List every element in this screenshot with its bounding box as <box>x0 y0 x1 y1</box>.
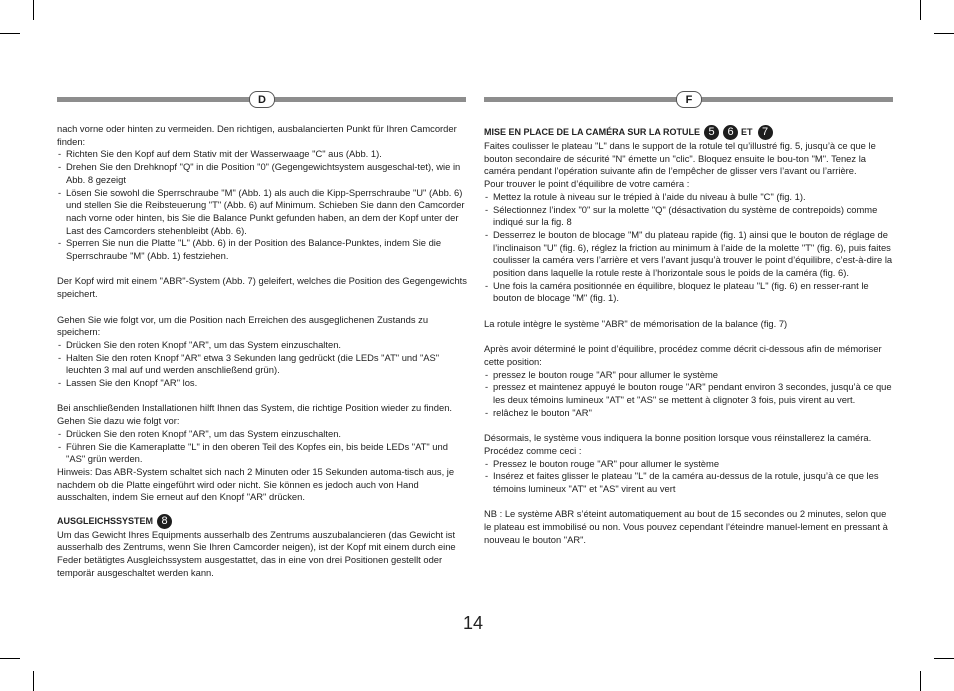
paragraph: Der Kopf wird mit einem "ABR"-System (Abb. 7) geleifert, welches die Position des Gegengewichts speichert. <box>57 275 467 300</box>
crop-mark <box>920 671 921 691</box>
instruction-list <box>484 369 894 420</box>
crop-mark <box>0 33 20 34</box>
paragraph: Gehen Sie wie folgt vor, um die Position nach Erreichen des ausgeglichenen Zustands zu speichern: <box>57 313 429 338</box>
crop-mark <box>0 658 20 659</box>
figure-number-badge: 6 <box>723 125 738 140</box>
instruction-list <box>484 191 894 305</box>
german-column <box>57 123 467 580</box>
paragraph: Bei anschließenden Installationen hilft Ihnen das System, die richtige Position wieder zu finden. <box>57 402 453 414</box>
french-column <box>484 123 894 546</box>
figure-number-badge: 8 <box>157 514 172 529</box>
paragraph: Faites coulisser le plateau "L" dans le support de la rotule tel qu’illustré fig. 5, jusqu’à ce que le bouton secondaire de sécurité "N" émette un "clic". Bloquez ensuite le bou-ton "M". Tenez la caméra pendant l’opération suivante afin de l’empêcher de glisser vers l’avant ou l’arrière. <box>484 140 876 177</box>
list-item: - pressez et maintenez appuyé le bouton rouge "AR" pendant environ 3 secondes, jusqu’à ce que les deux témoins lumineux "AT" et "AS" se mettent à clignoter 3 fois, puis virent au vert. <box>484 381 894 406</box>
paragraph: La rotule intègre le système "ABR" de mémorisation de la balance (fig. 7) <box>484 317 788 329</box>
figure-number-badge: 5 <box>704 125 719 140</box>
conjunction-text: ET <box>741 127 753 138</box>
paragraph: Pour trouver le point d’équilibre de votre caméra : <box>484 178 690 190</box>
paragraph: Procédez comme ceci : <box>484 444 582 456</box>
crop-mark <box>33 0 34 20</box>
crop-mark <box>934 658 954 659</box>
paragraph: Um das Gewicht Ihres Equipments ausserhalb des Zentrums auszubalancieren (das Gewicht ist ausserhalb des Zentrums, wenn Sie Ihren Camcorder neigen), ist der Kopf mit einem durch eine Feder betätigtes Ausgleichssystem ausgestattet, das in eine von drei Positionen gestellt oder temporär ausgeschaltet werden kann. <box>57 528 456 578</box>
instruction-list <box>484 458 894 496</box>
paragraph: NB : Le système ABR s’éteint automatiquement au bout de 15 secondes ou 2 minutes, selon que le plateau est immobilisé ou non. Vous pouvez cependant l’éteindre manuel-lement en pressant à nouveau le bouton "AR". <box>484 508 888 545</box>
paragraph: Gehen Sie dazu wie folgt vor: <box>57 415 180 427</box>
list-item: - Drehen Sie den Drehknopf "Q" in die Position "0" (Gegengewichtsystem ausgeschal-tet), wie in Abb. 8 gezeigt <box>57 161 467 186</box>
list-item: - pressez le bouton rouge "AR" pour allumer le système <box>484 369 894 382</box>
section-heading <box>57 514 467 529</box>
list-item: - Drücken Sie den roten Knopf "AR", um das System einzuschalten. <box>57 428 467 441</box>
list-item: - Richten Sie den Kopf auf dem Stativ mit der Wasserwaage "C" aus (Abb. 1). <box>57 148 467 161</box>
list-item: - Drücken Sie den roten Knopf "AR", um das System einzuschalten. <box>57 339 467 352</box>
list-item: - Une fois la caméra positionnée en équilibre, bloquez le plateau "L" (fig. 6) en resser-rant le bouton de blocage "M" (fig. 1). <box>484 280 894 305</box>
list-item: - Sélectionnez l’index "0" sur la molette "Q" (désactivation du système de contrepoids) comme indiqué sur la fig. 8 <box>484 204 894 229</box>
list-item: - Führen Sie die Kameraplatte "L" in den oberen Teil des Kopfes ein, bis beide LEDs "AT" und "AS" grün werden. <box>57 441 467 466</box>
instruction-list <box>57 428 467 466</box>
list-item: - Lassen Sie den Knopf "AR" los. <box>57 377 467 390</box>
figure-number-badge: 7 <box>758 125 773 140</box>
instruction-list <box>57 339 467 390</box>
list-item: - Halten Sie den roten Knopf "AR" etwa 3 Sekunden lang gedrückt (die LEDs "AT" und "AS" leuchten 3 mal auf und werden anschließend grün). <box>57 352 467 377</box>
section-title-text: MISE EN PLACE DE LA CAMÉRA SUR LA ROTULE <box>484 127 701 138</box>
section-title-text: AUSGLEICHSSYSTEM <box>57 515 154 526</box>
paragraph: Désormais, le système vous indiquera la bonne position lorsque vous réinstallerez la caméra. <box>484 432 872 444</box>
language-badge-fr: F <box>676 91 702 108</box>
list-item: - Desserrez le bouton de blocage "M" du plateau rapide (fig. 1) ainsi que le bouton de réglage de l’inclinaison "U" (fig. 6), réglez la friction au minimum à l’aide de la molette "T" (fig. 6), puis faites coulisser la caméra vers l’arrière et vers l’avant jusqu’à trouver le point d’équilibre, c’est-à-dire la position dans laquelle la rotule reste à l’horizontale sous le poids de la caméra (fig. 6). <box>484 229 894 280</box>
list-item: - Mettez la rotule à niveau sur le trépied à l’aide du niveau à bulle "C" (fig. 1). <box>484 191 894 204</box>
paragraph: Hinweis: Das ABR-System schaltet sich nach 2 Minuten oder 15 Sekunden automa-tisch aus, je nachdem ob die Platte eingeführt wird oder nicht. Sie können es jedoch auch von Hand ausschalten, indem Sie erneut auf den Knopf "AR" drücken. <box>57 465 455 503</box>
list-item: - Sperren Sie nun die Platte "L" (Abb. 6) in der Position des Balance-Punktes, indem Sie die Sperrschraube "M" (Abb. 1) festziehen. <box>57 237 467 262</box>
paragraph: Après avoir déterminé le point d’équilibre, procédez comme décrit ci-dessous afin de mémoriser cette position: <box>484 343 882 367</box>
language-badge-de: D <box>249 91 275 108</box>
list-item: - Lösen Sie sowohl die Sperrschraube "M" (Abb. 1) als auch die Kipp-Sperrschraube "U" (Abb. 6) und stellen Sie die Reibsteuerung "T" (Abb. 6) auf Minimum. Schieben Sie dann den Camcorder nach vorne oder hinten, bis Sie die Balance Punkt gefunden haben, an dem der Kopf unter der Last des Camcorders stehenbleibt (Abb. 6). <box>57 187 467 238</box>
list-item: - Pressez le bouton rouge "AR" pour allumer le système <box>484 458 894 471</box>
list-item: - relâchez le bouton "AR" <box>484 407 894 420</box>
paragraph: nach vorne oder hinten zu vermeiden. Den richtigen, ausbalancierten Punkt für Ihren Camcorder finden: <box>57 123 457 147</box>
section-heading <box>484 125 894 140</box>
crop-mark <box>934 33 954 34</box>
crop-mark <box>920 0 921 20</box>
page-number: 14 <box>463 613 484 633</box>
crop-mark <box>33 671 34 691</box>
list-item: - Insérez et faites glisser le plateau "L" de la caméra au-dessus de la rotule, jusqu’à ce que les témoins lumineux "AT" et "AS" virent au vert <box>484 470 894 495</box>
instruction-list <box>57 148 467 262</box>
